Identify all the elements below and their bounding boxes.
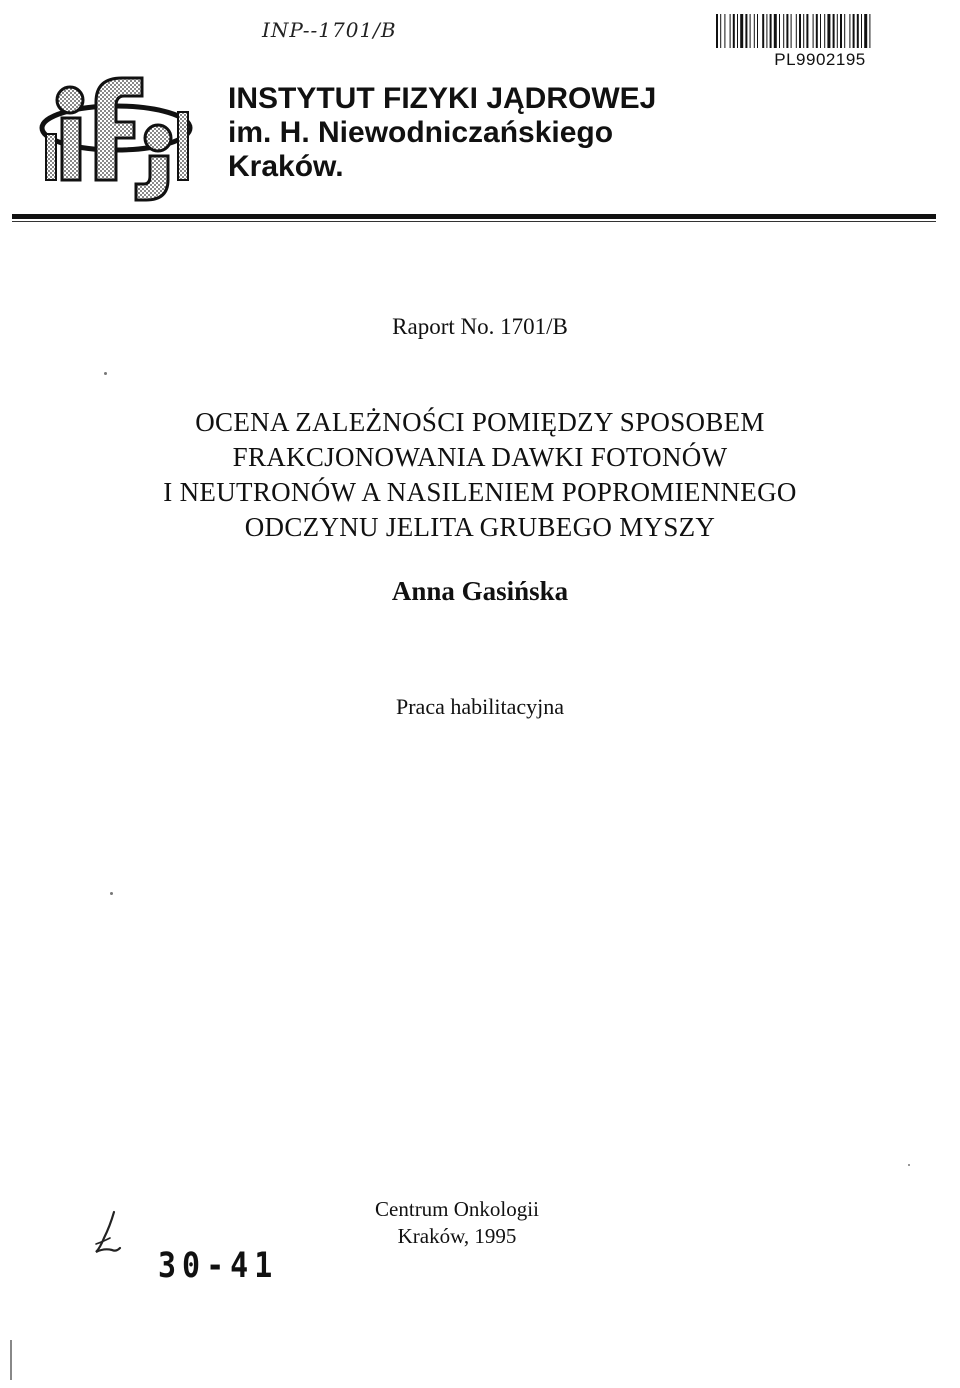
report-number: Raport No. 1701/B: [392, 314, 568, 339]
header-divider-thin: [12, 221, 936, 222]
title-line: I NEUTRONÓW A NASILENIEM POPROMIENNEGO: [163, 477, 797, 507]
stamp-number: 30-41: [158, 1246, 279, 1287]
title-line: FRAKCJONOWANIA DAWKI FOTONÓW: [232, 442, 728, 472]
scan-edge-mark: [10, 1340, 12, 1380]
title-line: OCENA ZALEŻNOŚCI POMIĘDZY SPOSOBEM: [195, 407, 765, 437]
document-title: [60, 405, 900, 545]
barcode-icon: [716, 14, 924, 48]
scan-speck: [104, 372, 107, 375]
scan-speck: [908, 1164, 910, 1166]
handwritten-mark-icon: [88, 1208, 128, 1258]
author-name: Anna Gasińska: [391, 576, 569, 606]
institute-name: INSTYTUT FIZYKI JĄDROWEJ: [228, 82, 657, 115]
footer-place-year: Kraków, 1995: [397, 1224, 517, 1248]
footer-organization: Centrum Onkologii: [375, 1197, 539, 1221]
header-divider: [12, 214, 936, 219]
institute-city: Kraków.: [228, 150, 344, 183]
barcode-number: PL9902195: [774, 50, 866, 69]
scan-speck: [110, 892, 113, 895]
footer-publisher: [0, 1196, 914, 1250]
institute-patron: im. H. Niewodniczańskiego: [228, 116, 614, 149]
handwritten-note: INP--1701/B: [262, 18, 397, 42]
title-line: ODCZYNU JELITA GRUBEGO MYSZY: [244, 512, 716, 542]
ifj-logo-icon: [38, 72, 198, 202]
work-type: Praca habilitacyjna: [396, 694, 564, 719]
